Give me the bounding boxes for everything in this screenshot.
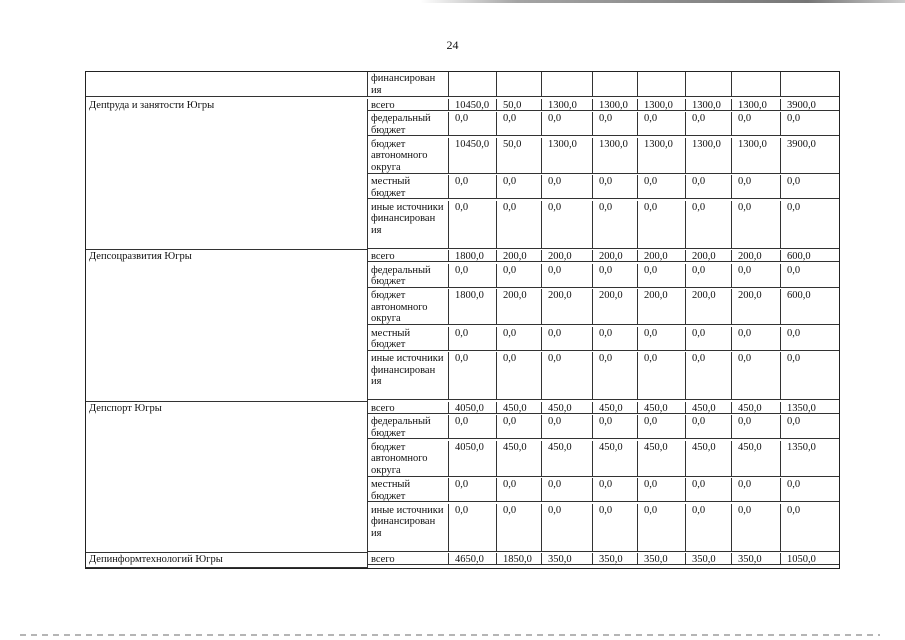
value-cell: 4050,0 (449, 402, 497, 414)
value-cell: 450,0 (732, 441, 781, 477)
value-cell: 1300,0 (593, 99, 638, 111)
value-cell: 0,0 (593, 201, 638, 249)
value-cell: 200,0 (732, 289, 781, 325)
value-cell: 50,0 (497, 99, 542, 111)
value-cell: 200,0 (686, 250, 732, 262)
value-cell-blank (542, 72, 593, 97)
row-label: федеральный бюджет (368, 264, 449, 288)
value-cell: 1350,0 (781, 402, 839, 414)
value-cell: 1300,0 (638, 99, 686, 111)
value-cell: 0,0 (449, 201, 497, 249)
value-cell: 600,0 (781, 250, 839, 262)
department-name: Депtруда и занятости Югры (86, 99, 368, 251)
value-cell: 0,0 (781, 175, 839, 199)
value-cell: 450,0 (686, 402, 732, 414)
value-cell: 0,0 (686, 478, 732, 502)
value-cell: 0,0 (638, 112, 686, 136)
row-label: финансирован ия (368, 72, 449, 97)
value-cell: 0,0 (593, 327, 638, 351)
value-cell: 4050,0 (449, 441, 497, 477)
row-label: бюджет автономного округа (368, 289, 449, 325)
value-cell: 350,0 (686, 553, 732, 565)
value-cell: 350,0 (638, 553, 686, 565)
department-name: Депспорт Югры (86, 402, 368, 554)
value-cell: 200,0 (542, 250, 593, 262)
value-cell: 1300,0 (542, 138, 593, 174)
value-cell: 0,0 (449, 415, 497, 439)
row-label: местный бюджет (368, 478, 449, 502)
value-cell: 0,0 (638, 478, 686, 502)
value-cell: 200,0 (593, 250, 638, 262)
value-cell: 600,0 (781, 289, 839, 325)
value-cell-blank (497, 72, 542, 97)
value-cell: 450,0 (732, 402, 781, 414)
value-cell: 0,0 (686, 264, 732, 288)
row-label: местный бюджет (368, 175, 449, 199)
value-cell-blank (638, 72, 686, 97)
row-label: всего (368, 553, 449, 565)
value-cell: 0,0 (449, 264, 497, 288)
value-cell-blank (449, 72, 497, 97)
value-cell: 50,0 (497, 138, 542, 174)
row-label: всего (368, 402, 449, 414)
value-cell: 0,0 (638, 264, 686, 288)
value-cell: 0,0 (449, 327, 497, 351)
value-cell: 3900,0 (781, 99, 839, 111)
value-cell: 1300,0 (686, 138, 732, 174)
scan-artifact-bottom (20, 634, 880, 636)
value-cell: 0,0 (781, 478, 839, 502)
value-cell: 0,0 (497, 264, 542, 288)
value-cell: 200,0 (497, 250, 542, 262)
value-cell: 450,0 (686, 441, 732, 477)
value-cell: 1300,0 (686, 99, 732, 111)
value-cell: 1800,0 (449, 250, 497, 262)
value-cell: 0,0 (638, 504, 686, 552)
value-cell: 0,0 (686, 415, 732, 439)
value-cell: 350,0 (732, 553, 781, 565)
value-cell: 0,0 (732, 352, 781, 400)
value-cell: 0,0 (449, 352, 497, 400)
value-cell: 0,0 (781, 112, 839, 136)
value-cell: 200,0 (542, 289, 593, 325)
department-name: Депинформтехнологий Югры (86, 553, 368, 568)
value-cell: 0,0 (449, 504, 497, 552)
value-cell: 200,0 (638, 250, 686, 262)
value-cell: 0,0 (781, 264, 839, 288)
row-label: федеральный бюджет (368, 112, 449, 136)
value-cell-blank (686, 72, 732, 97)
value-cell: 0,0 (732, 327, 781, 351)
value-cell: 0,0 (686, 112, 732, 136)
value-cell: 0,0 (686, 175, 732, 199)
value-cell: 0,0 (638, 415, 686, 439)
value-cell: 0,0 (497, 478, 542, 502)
value-cell: 0,0 (497, 352, 542, 400)
value-cell: 1300,0 (732, 99, 781, 111)
value-cell: 0,0 (593, 415, 638, 439)
value-cell: 0,0 (638, 327, 686, 351)
value-cell-blank (732, 72, 781, 97)
value-cell: 0,0 (449, 478, 497, 502)
value-cell: 10450,0 (449, 99, 497, 111)
row-label: федеральный бюджет (368, 415, 449, 439)
value-cell: 0,0 (449, 175, 497, 199)
value-cell: 1050,0 (781, 553, 839, 565)
value-cell: 0,0 (781, 327, 839, 351)
value-cell: 0,0 (497, 175, 542, 199)
value-cell-blank (781, 72, 839, 97)
value-cell: 450,0 (593, 441, 638, 477)
value-cell: 1300,0 (638, 138, 686, 174)
value-cell: 0,0 (542, 352, 593, 400)
value-cell: 0,0 (542, 415, 593, 439)
value-cell: 0,0 (542, 175, 593, 199)
value-cell: 10450,0 (449, 138, 497, 174)
value-cell: 0,0 (686, 504, 732, 552)
value-cell: 0,0 (686, 327, 732, 351)
value-cell: 0,0 (686, 201, 732, 249)
page-number: 24 (446, 38, 459, 52)
dept-cell-blank (86, 72, 368, 97)
value-cell: 0,0 (732, 175, 781, 199)
value-cell: 0,0 (638, 201, 686, 249)
value-cell: 450,0 (497, 402, 542, 414)
value-cell: 0,0 (781, 201, 839, 249)
value-cell: 0,0 (732, 478, 781, 502)
value-cell: 200,0 (638, 289, 686, 325)
value-cell: 1300,0 (593, 138, 638, 174)
row-label: всего (368, 99, 449, 111)
value-cell: 0,0 (732, 504, 781, 552)
value-cell: 450,0 (497, 441, 542, 477)
funding-table-grid (86, 72, 839, 568)
value-cell: 0,0 (593, 352, 638, 400)
value-cell-blank (593, 72, 638, 97)
row-label: бюджет автономного округа (368, 441, 449, 477)
value-cell: 200,0 (593, 289, 638, 325)
value-cell: 0,0 (593, 112, 638, 136)
value-cell: 0,0 (497, 112, 542, 136)
value-cell: 1850,0 (497, 553, 542, 565)
value-cell: 0,0 (593, 478, 638, 502)
value-cell: 0,0 (542, 327, 593, 351)
value-cell: 0,0 (686, 352, 732, 400)
value-cell: 0,0 (542, 264, 593, 288)
value-cell: 0,0 (542, 478, 593, 502)
value-cell: 0,0 (497, 415, 542, 439)
value-cell: 0,0 (497, 201, 542, 249)
value-cell: 0,0 (497, 504, 542, 552)
value-cell: 200,0 (732, 250, 781, 262)
value-cell: 0,0 (593, 504, 638, 552)
value-cell: 3900,0 (781, 138, 839, 174)
value-cell: 4650,0 (449, 553, 497, 565)
value-cell: 0,0 (593, 264, 638, 288)
value-cell: 0,0 (781, 504, 839, 552)
scan-artifact-top (420, 0, 905, 3)
value-cell: 0,0 (781, 415, 839, 439)
value-cell: 0,0 (497, 327, 542, 351)
value-cell: 0,0 (449, 112, 497, 136)
row-label: бюджет автономного округа (368, 138, 449, 174)
value-cell: 450,0 (638, 402, 686, 414)
row-label: иные источники финансирован ия (368, 201, 449, 249)
department-name: Депсоцразвития Югры (86, 250, 368, 402)
value-cell: 0,0 (732, 112, 781, 136)
value-cell: 450,0 (542, 402, 593, 414)
value-cell: 450,0 (638, 441, 686, 477)
value-cell: 0,0 (732, 415, 781, 439)
value-cell: 350,0 (593, 553, 638, 565)
value-cell: 0,0 (732, 264, 781, 288)
value-cell: 350,0 (542, 553, 593, 565)
value-cell: 1300,0 (542, 99, 593, 111)
value-cell: 0,0 (542, 112, 593, 136)
value-cell: 0,0 (542, 504, 593, 552)
value-cell: 450,0 (542, 441, 593, 477)
value-cell: 450,0 (593, 402, 638, 414)
row-label: иные источники финансирован ия (368, 352, 449, 400)
value-cell: 200,0 (497, 289, 542, 325)
value-cell: 1350,0 (781, 441, 839, 477)
value-cell: 0,0 (732, 201, 781, 249)
row-label: всего (368, 250, 449, 262)
value-cell: 0,0 (638, 352, 686, 400)
value-cell: 200,0 (686, 289, 732, 325)
funding-table (85, 71, 840, 569)
row-label: иные источники финансирован ия (368, 504, 449, 552)
value-cell: 0,0 (638, 175, 686, 199)
value-cell: 1800,0 (449, 289, 497, 325)
value-cell: 1300,0 (732, 138, 781, 174)
value-cell: 0,0 (781, 352, 839, 400)
value-cell: 0,0 (593, 175, 638, 199)
value-cell: 0,0 (542, 201, 593, 249)
row-label: местный бюджет (368, 327, 449, 351)
